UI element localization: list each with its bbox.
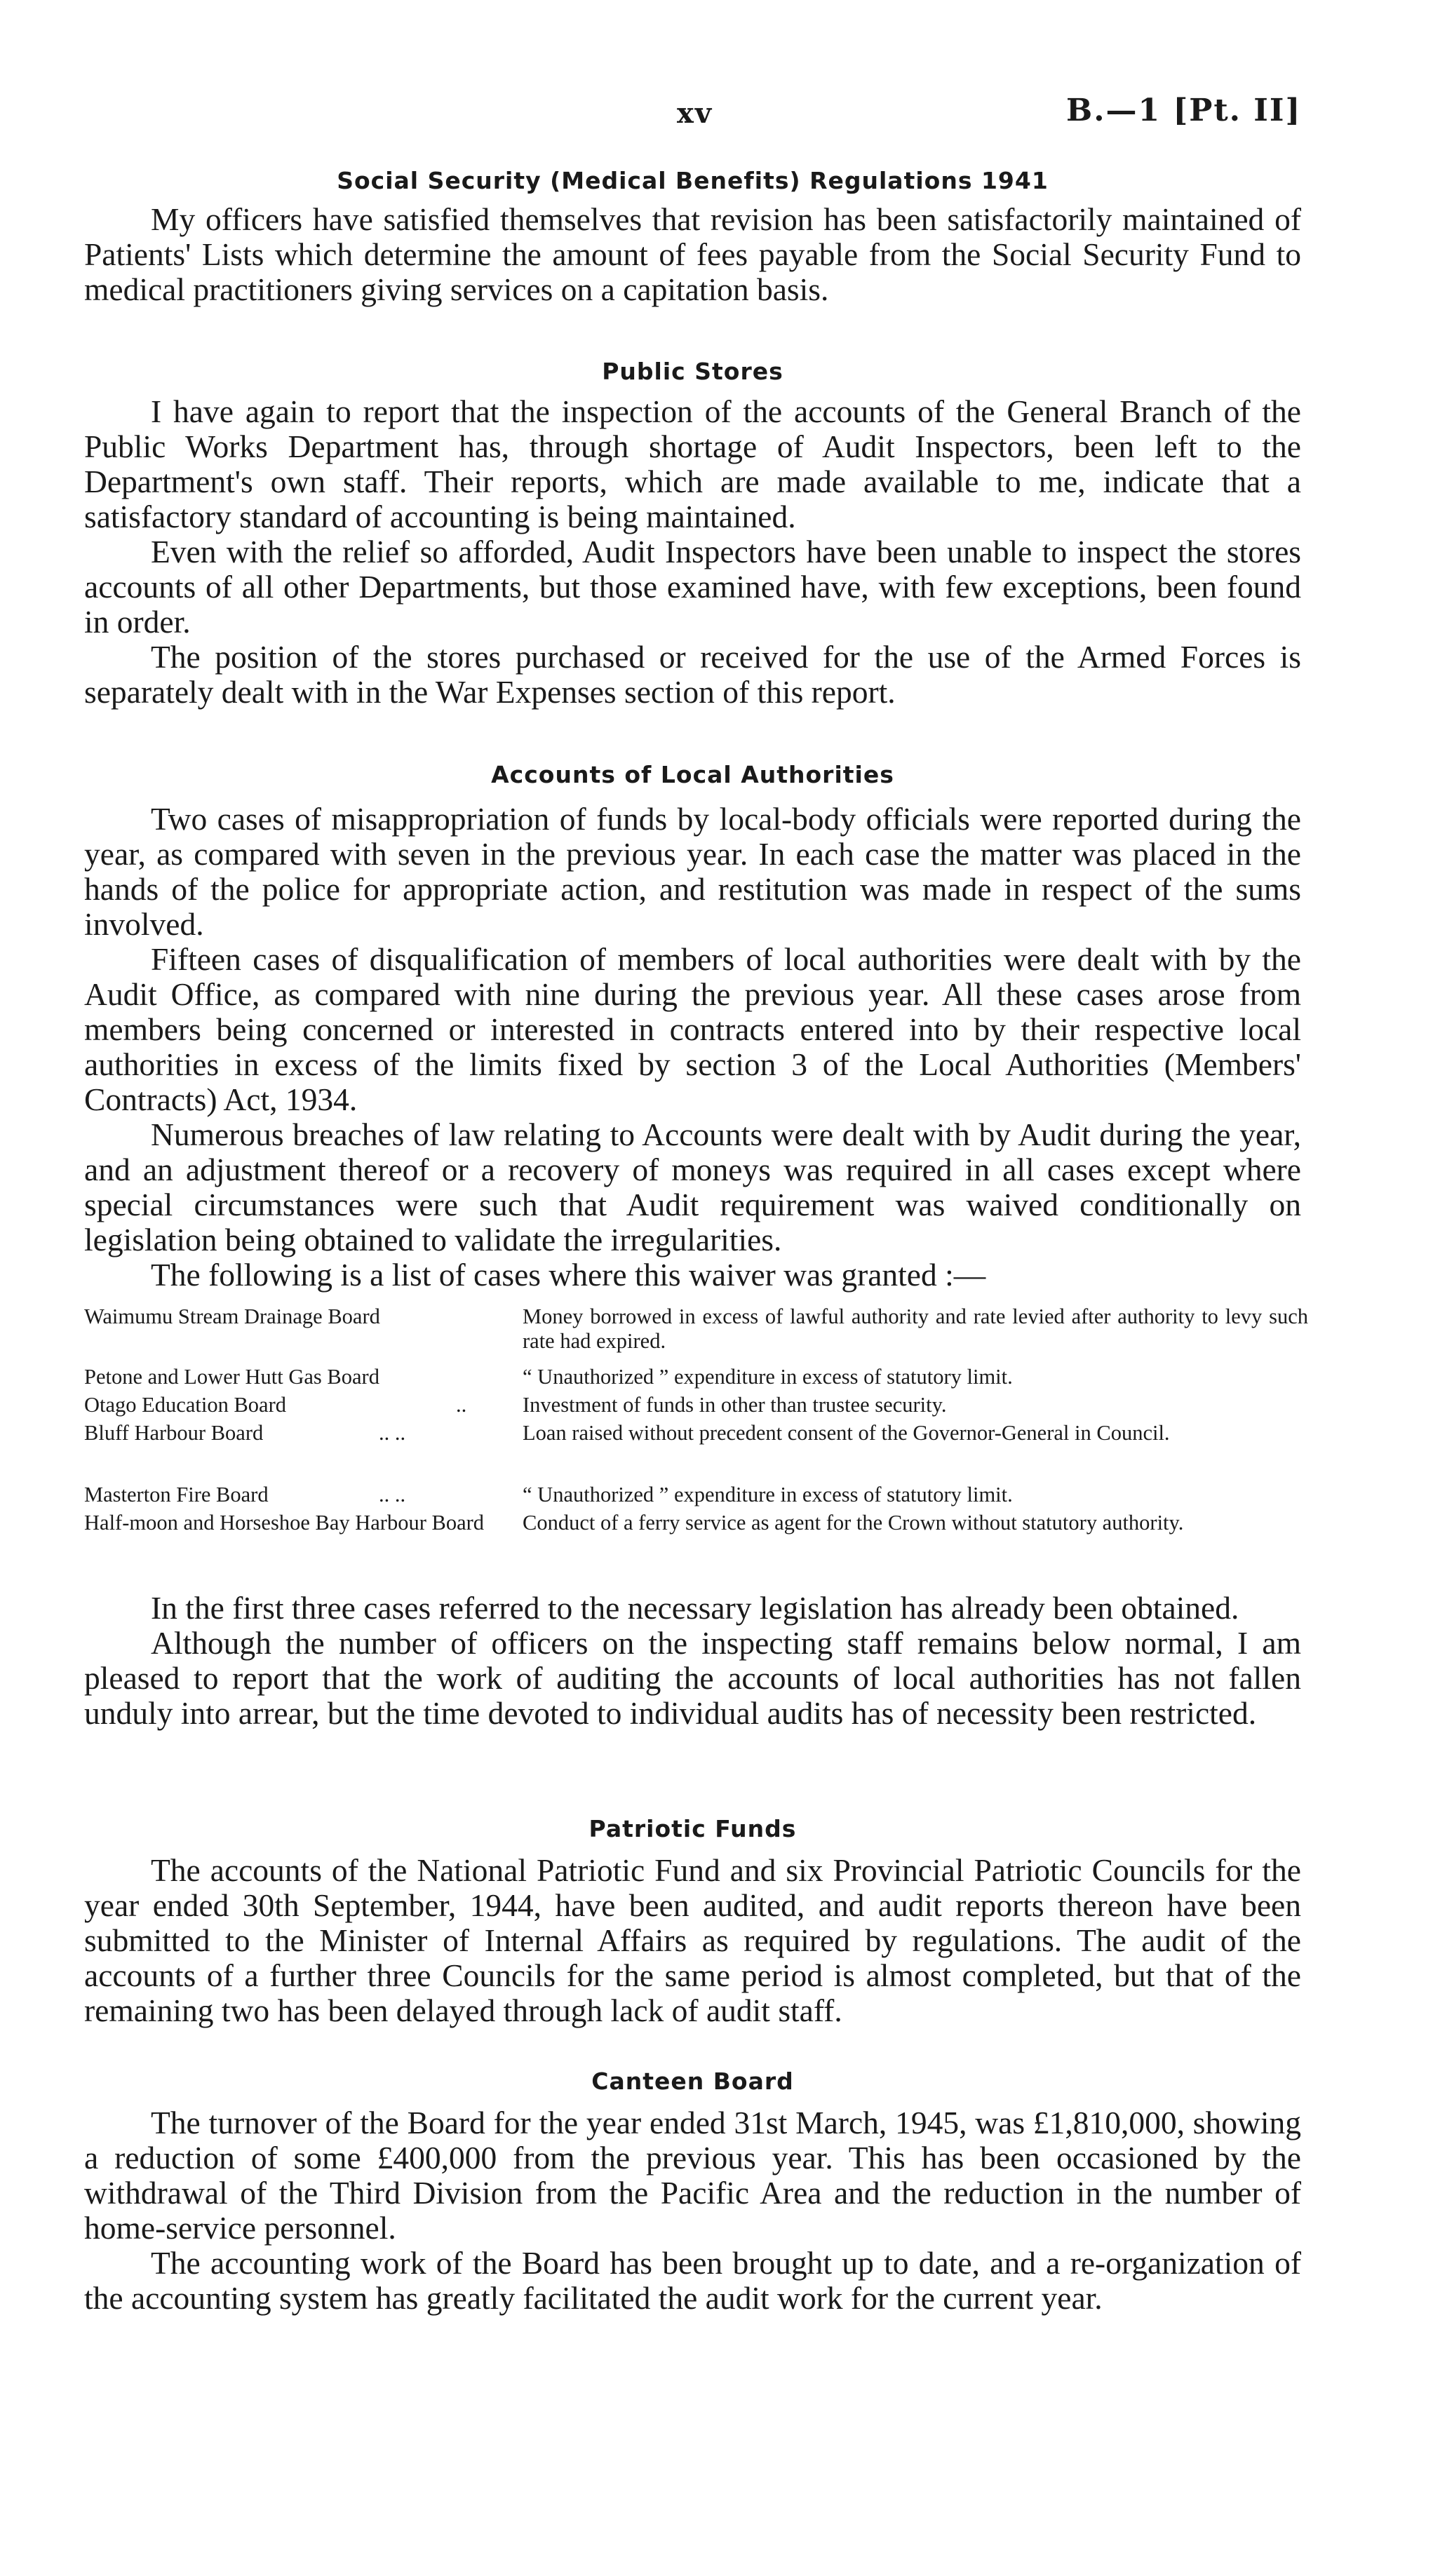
section-heading: Social Security (Medical Benefits) Regulations 1941 [337,167,1049,194]
paragraph: I have again to report that the inspection of the accounts of the General Branch of the Public Works Department has, through shortage of Audit Inspectors, been left to the Department's own staff. Their reports, which are made available to me, indicate that a satisfactory standard of accounting is being maintained. [84,393,1301,534]
paragraph: Fifteen cases of disqualification of members of local authorities were dealt with by the Audit Office, as compared with nine during the previous year. All these cases arose from members being concerned or interested in contracts entered into by their respective local authorities in excess of the limits fixed by section 3 of the Local Authorities (Members' Contracts) Act, 1934. [84,941,1301,1117]
paragraph: The accounting work of the Board has been brought up to date, and a re-organization of the accounting system has greatly facilitated the audit work for the current year. [84,2245,1301,2316]
case-description: “ Unauthorized ” expenditure in excess of statutory limit. [523,1365,1013,1389]
case-body: Petone and Lower Hutt Gas Board [84,1365,379,1389]
section-local-authorities [84,761,1301,1293]
case-leaders: .. [456,1393,467,1417]
case-body: Half-moon and Horseshoe Bay Harbour Board [84,1511,485,1535]
case-description: Loan raised without precedent consent of the Governor-General in Council. [523,1421,1170,1445]
paragraph: Even with the relief so afforded, Audit Inspectors have been unable to inspect the stores accounts of all other Departments, but those examined have, with few exceptions, been found in order. [84,534,1301,640]
paragraph: Although the number of officers on the inspecting staff remains below normal, I am pleased to report that the work of auditing the accounts of local authorities has not fallen unduly into arrear, but the time devoted to individual audits has of necessity been restricted. [84,1625,1301,1731]
case-description: “ Unauthorized ” expenditure in excess of statutory limit. [523,1483,1013,1506]
page-number: xv [677,97,713,130]
document-reference: B.—1 [Pt. II] [1066,93,1302,128]
paragraph: Two cases of misappropriation of funds by local-body officials were reported during the year, as compared with seven in the previous year. In each case the matter was placed in the hands of the police for appropriate action, and restitution was made in respect of the sums involved. [84,801,1301,942]
paragraph: The position of the stores purchased or received for the use of the Armed Forces is separately dealt with in the War Expenses section of this report. [84,639,1301,710]
section-heading: Accounts of Local Authorities [491,761,894,788]
section-patriotic-funds [84,1815,1301,2028]
section-canteen-board [84,2068,1301,2316]
case-body: Waimumu Stream Drainage Board [84,1304,380,1328]
paragraph: In the first three cases referred to the necessary legislation has already been obtained. [151,1590,1239,1626]
case-body: Otago Education Board [84,1393,286,1417]
paragraph: The accounts of the National Patriotic Fund and six Provincial Patriotic Councils for the year ended 30th September, 1944, have been audited, and audit reports thereon have been submitted to the Minister of Internal Affairs as required by regulations. The audit of the accounts of a further three Councils for the same period is almost completed, but that of the remaining two has been delayed through lack of audit staff. [84,1852,1301,2028]
section-heading: Public Stores [602,358,783,385]
case-leaders: .. .. [379,1421,406,1445]
section-heading: Patriotic Funds [588,1815,797,1842]
paragraph: My officers have satisfied themselves that revision has been satisfactorily maintained of Patients' Lists which determine the amount of fees payable from the Social Security Fund to medical practitioners giving services on a capitation basis. [84,201,1301,307]
section-medical-benefits [84,167,1301,307]
case-body: Masterton Fire Board [84,1483,269,1506]
paragraph: Numerous breaches of law relating to Accounts were dealt with by Audit during the year, and an adjustment thereof or a recovery of moneys was required in all cases except where special circumstances were such that Audit requirement was waived conditionally on legislation being obtained to validate the irregularities. [84,1117,1301,1257]
case-description: Investment of funds in other than trustee security. [523,1393,947,1417]
paragraph: The following is a list of cases where this waiver was granted :— [151,1257,986,1293]
case-leaders: .. .. [379,1483,406,1506]
section-public-stores [84,358,1301,710]
section-heading: Canteen Board [591,2068,794,2095]
local-authorities-continued [84,1591,1301,1731]
case-description: Conduct of a ferry service as agent for the Crown without statutory authority. [523,1511,1184,1535]
case-description: Money borrowed in excess of lawful authority and rate levied after authority to levy such rate had expired. [523,1304,1308,1353]
paragraph: The turnover of the Board for the year ended 31st March, 1945, was £1,810,000, showing a reduction of some £400,000 from the previous year. This has been occasioned by the withdrawal of the Third Division from the Pacific Area and the reduction in the number of home-service personnel. [84,2105,1301,2246]
case-body: Bluff Harbour Board [84,1421,264,1445]
